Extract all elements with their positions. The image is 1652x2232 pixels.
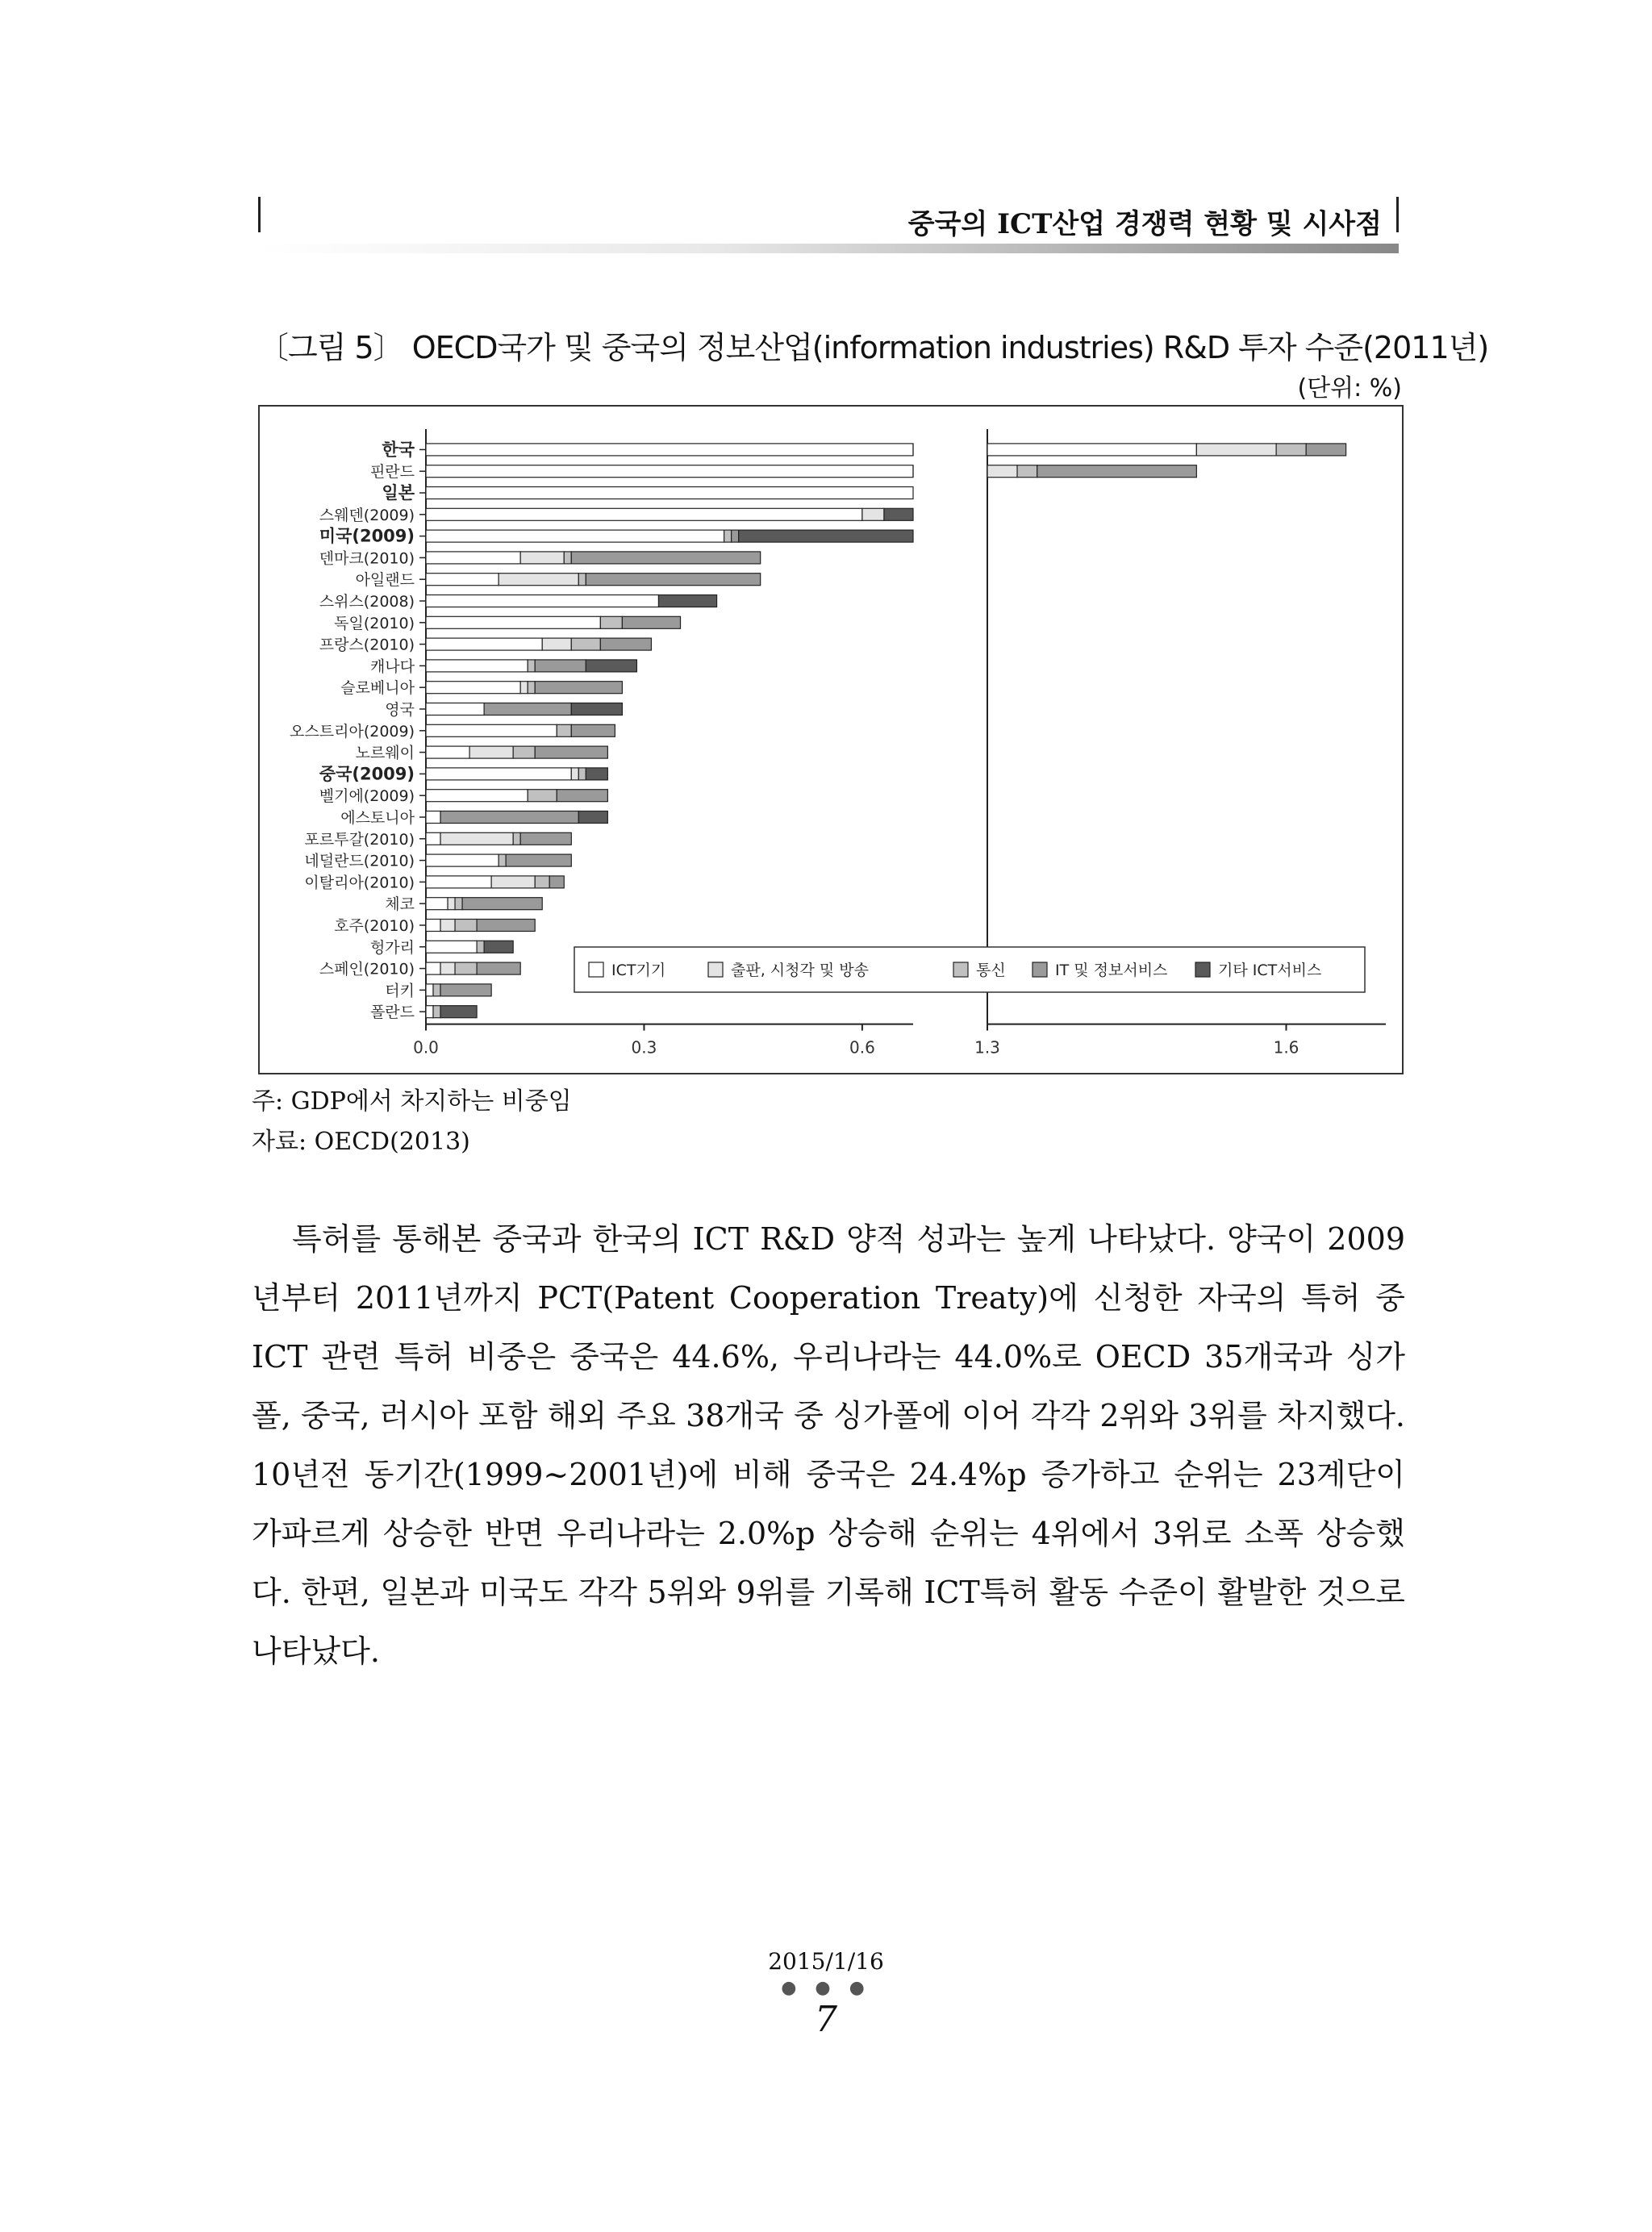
category-label: 헝가리 (369, 938, 415, 957)
bar-segment (862, 508, 884, 520)
bar-segment (440, 811, 578, 824)
bar-segment (571, 703, 622, 715)
bar-segment (513, 832, 520, 845)
bar-segment (571, 768, 578, 780)
bar-segment (426, 574, 499, 586)
bar-segment (506, 854, 571, 866)
figure-unit: (단위: %) (1297, 374, 1402, 403)
bar-segment (724, 530, 732, 542)
bar-segment (426, 703, 484, 715)
bar-segment (426, 876, 491, 888)
bar-segment (426, 1006, 433, 1018)
bar-segment (600, 616, 622, 628)
bar-segment (499, 854, 506, 866)
bar-segment (987, 465, 1017, 478)
bar-segment (426, 487, 913, 499)
category-label: 벨기에(2009) (319, 787, 415, 806)
category-label: 노르웨이 (355, 744, 415, 762)
bar-segment (426, 746, 469, 758)
bar-segment (564, 552, 571, 564)
bar-segment (440, 832, 513, 845)
bar-segment (600, 638, 651, 650)
bar-segment (528, 660, 535, 672)
bar-segment (528, 790, 557, 802)
category-label: 슬로베니아 (340, 679, 415, 698)
category-label: 이탈리아(2010) (304, 874, 415, 892)
bar-segment (491, 876, 535, 888)
footer-dots: ● ● ● (781, 1978, 871, 1998)
bar-segment (1276, 444, 1306, 456)
rd-investment-chart (260, 407, 1402, 1073)
category-label: 스위스(2008) (319, 593, 415, 611)
x-tick-label: 1.3 (974, 1037, 1000, 1058)
bar-segment (658, 595, 716, 607)
category-label: 영국 (385, 701, 415, 719)
bar-segment (499, 574, 578, 586)
bar-segment (586, 660, 636, 672)
x-tick-label: 1.6 (1273, 1037, 1299, 1058)
category-label: 네덜란드(2010) (304, 852, 415, 870)
category-label: 중국(2009) (319, 764, 415, 784)
category-label: 한국 (382, 440, 415, 460)
chart-frame (258, 405, 1404, 1074)
legend-label: 기타 ICT서비스 (1218, 962, 1322, 979)
bar-segment (426, 530, 724, 542)
bar-segment (426, 595, 658, 607)
legend-label: IT 및 정보서비스 (1055, 962, 1168, 979)
bar-segment (440, 984, 491, 996)
bar-segment (426, 854, 499, 866)
category-label: 스웨덴(2009) (319, 506, 415, 524)
category-label: 일본 (382, 483, 415, 503)
bar-segment (520, 552, 564, 564)
bar-segment (535, 876, 549, 888)
legend-swatch (1032, 962, 1047, 977)
category-label: 오스트리아(2009) (290, 722, 415, 741)
header-frame (258, 197, 1399, 240)
bar-segment (433, 984, 440, 996)
bar-segment (549, 876, 564, 888)
bar-segment (426, 898, 448, 910)
running-header (258, 197, 1399, 239)
bar-segment (1017, 465, 1037, 478)
figure-title: 〔그림 5〕 OECD국가 및 중국의 정보산업(information industries) R&D 투자 수준(2011년) (258, 330, 1489, 365)
bar-segment (433, 1006, 440, 1018)
category-label: 에스토니아 (340, 809, 415, 827)
category-label: 핀란드 (369, 463, 415, 482)
category-label: 스페인(2010) (319, 960, 415, 978)
category-label: 포르투갈(2010) (304, 830, 415, 849)
bar-segment (571, 552, 760, 564)
category-label: 캐나다 (369, 657, 415, 676)
bar-segment (426, 616, 600, 628)
bar-segment (571, 724, 615, 736)
bar-segment (440, 962, 455, 974)
category-label: 독일(2010) (334, 614, 415, 632)
bar-segment (426, 660, 528, 672)
bar-segment (1306, 444, 1345, 456)
bar-segment (426, 682, 520, 694)
bar-segment (469, 746, 513, 758)
bar-segment (528, 682, 535, 694)
bar-segment (426, 768, 571, 780)
bar-segment (426, 444, 913, 456)
bar-segment (440, 920, 455, 932)
bar-segment (426, 811, 440, 824)
page-number: 7 (815, 1999, 837, 2040)
bar-segment (513, 746, 535, 758)
bar-segment (520, 682, 528, 694)
bar-segment (520, 832, 571, 845)
legend-swatch (1195, 962, 1210, 977)
category-label: 아일랜드 (355, 571, 415, 590)
body-paragraph: 특허를 통해본 중국과 한국의 ICT R&D 양적 성과는 높게 나타났다. 양국이 2009년부터 2011년까지 PCT(Patent Cooperation Treaty)에 신청한 자국의 특허 중 ICT 관련 특허 비중은 중국은 44.6%, 우리나라는 44.0%로 OECD 35개국과 싱가폴, 중국, 러시아 포함 해외 주요 38개국 중 싱가폴에 이어 각각 2위와 3위를 차지했다. 10년전 동기간(1999~2001년)에 비해 중국은 24.4%p 증가하고 순위는 23계단이 가파르게 상승한 반면 우리나라는 2.0%p 상승해 순위는 4위에서 3위로 소폭 상승했다. 한편, 일본과 미국도 각각 5위와 9위를 기록해 ICT특허 활동 수준이 활발한 것으로 나타났다. (252, 1221, 1405, 1669)
bar-segment (455, 898, 462, 910)
bar-segment (557, 724, 571, 736)
legend-label: ICT기기 (611, 962, 666, 979)
bar-segment (732, 530, 739, 542)
bar-segment (426, 941, 477, 953)
x-tick-label: 0.6 (849, 1037, 875, 1058)
bar-segment (426, 724, 557, 736)
bar-segment (426, 962, 440, 974)
bar-segment (622, 616, 680, 628)
legend-swatch (953, 962, 968, 977)
bar-segment (426, 984, 433, 996)
bar-segment (884, 508, 913, 520)
bar-segment (557, 790, 607, 802)
bar-segment (1037, 465, 1197, 478)
bar-segment (578, 574, 586, 586)
body-text (252, 1210, 1405, 1681)
footer-date: 2015/1/16 (768, 1948, 884, 1975)
bar-segment (586, 768, 607, 780)
header-rule (258, 244, 1399, 253)
bar-segment (542, 638, 571, 650)
header-title: 중국의 ICT산업 경쟁력 현황 및 시사점 (907, 208, 1382, 240)
bar-segment (455, 920, 477, 932)
figure-source: 자료: OECD(2013) (252, 1128, 470, 1156)
bar-segment (586, 574, 760, 586)
bar-segment (1196, 444, 1276, 456)
category-label: 프랑스(2010) (319, 636, 415, 654)
legend-swatch (708, 962, 723, 977)
bar-segment (440, 1006, 477, 1018)
category-label: 폴란드 (369, 1003, 415, 1022)
bar-segment (426, 508, 862, 520)
figure-note: 주: GDP에서 차지하는 비중임 (252, 1087, 572, 1116)
bar-segment (484, 703, 571, 715)
bar-segment (426, 465, 913, 478)
bar-segment (462, 898, 542, 910)
bar-segment (739, 530, 913, 542)
bar-segment (477, 941, 484, 953)
bar-segment (426, 832, 440, 845)
category-label: 미국(2009) (319, 526, 415, 546)
legend-label: 출판, 시청각 및 방송 (731, 962, 869, 979)
bar-segment (484, 941, 513, 953)
category-label: 덴마크(2010) (319, 549, 415, 568)
legend-label: 통신 (976, 962, 1006, 979)
x-tick-label: 0.0 (413, 1037, 439, 1058)
category-label: 체코 (385, 895, 415, 914)
bar-segment (535, 682, 622, 694)
bar-segment (426, 638, 542, 650)
bar-segment (455, 962, 477, 974)
category-label: 호주(2010) (334, 917, 415, 935)
legend-swatch (589, 962, 603, 977)
category-label: 터키 (385, 982, 415, 1000)
bar-segment (477, 920, 535, 932)
bar-segment (578, 768, 586, 780)
bar-segment (448, 898, 455, 910)
bar-segment (987, 444, 1196, 456)
bar-segment (578, 811, 607, 824)
bar-segment (535, 660, 586, 672)
bar-segment (426, 552, 520, 564)
bar-segment (426, 790, 528, 802)
bar-segment (426, 920, 440, 932)
x-tick-label: 0.3 (631, 1037, 657, 1058)
bar-segment (571, 638, 600, 650)
bar-segment (477, 962, 520, 974)
bar-segment (535, 746, 607, 758)
